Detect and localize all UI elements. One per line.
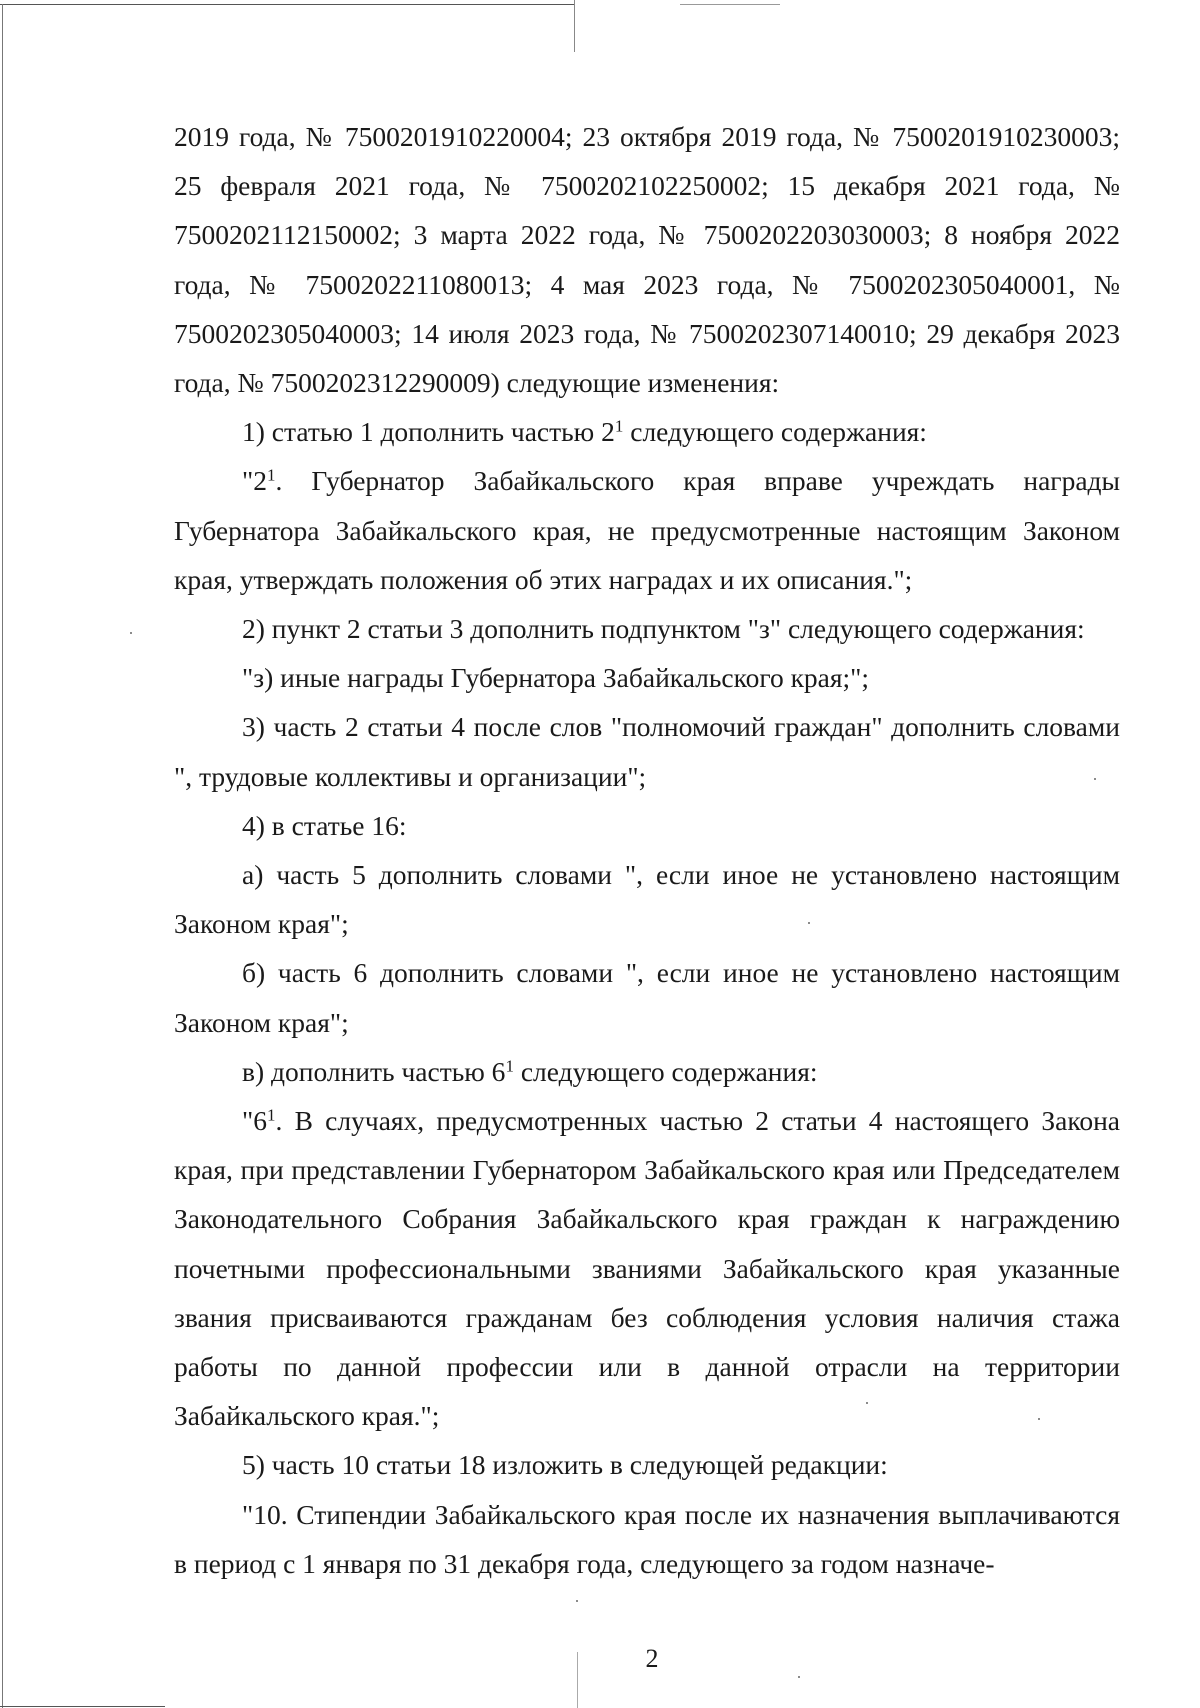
- paragraph-item-4c-content: "$6^1$. В случаях, предусмотренных частью 2 статьи 4 настоящего Закона края, при представлении Губернатором Забайкальского края или Председателем Законодательного Собрания Забайкальского края граждан к награждению почетными профессиональными званиями Забайкальского края указанные звания присваиваются гражданам без соблюдения условия наличия стажа работы по данной профессии или в данной отрасли на территории Забайкальского края.";: [174, 1105, 1120, 1432]
- superscript: 1: [266, 466, 276, 486]
- paragraph-item-5: 5) часть 10 статьи 18 изложить в следующей редакции:: [242, 1449, 888, 1481]
- scan-border-top: [0, 4, 575, 5]
- scan-dot: [130, 632, 132, 634]
- superscript: 1: [505, 1056, 514, 1076]
- paragraph-item-2: 2) пункт 2 статьи 3 дополнить подпунктом "з" следующего содержания:: [242, 613, 1085, 645]
- paragraph-item-5-content: "10. Стипендии Забайкальского края после их назначения выплачиваются в период с 1 января по 31 декабря года, следующего за годом назначе-: [174, 1498, 1120, 1579]
- page-number: 2: [645, 1644, 659, 1673]
- paragraph-item-1-content: "$2^1$. Губернатор Забайкальского края вправе учреждать награды Губернатора Забайкальского края, не предусмотренные настоящим Законом края, утверждать положения об этих наградах и их описания.";: [174, 465, 1120, 595]
- scan-border-left: [2, 4, 3, 1708]
- paragraph-item-1: 1) статью 1 дополнить частью $2^1$ следующего содержания:: [242, 416, 927, 448]
- scan-dot: [798, 1676, 800, 1678]
- scan-border-bottom: [0, 1706, 165, 1707]
- paragraph-item-4c: в) дополнить частью $6^1$ следующего содержания:: [242, 1055, 818, 1087]
- superscript: 1: [266, 1105, 276, 1125]
- paragraph-item-4: 4) в статье 16:: [242, 809, 407, 841]
- superscript: 1: [614, 416, 624, 436]
- scan-dot: [576, 1600, 578, 1602]
- paragraph-item-3: 3) часть 2 статьи 4 после слов "полномочий граждан" дополнить словами ", трудовые коллективы и организации";: [174, 711, 1120, 792]
- document-body: [174, 112, 1120, 1588]
- paragraph-item-2-content: "з) иные награды Губернатора Забайкальского края;";: [242, 662, 870, 694]
- scan-fold-top: [574, 0, 575, 52]
- paragraph-item-4a: а) часть 5 дополнить словами ", если иное не установлено настоящим Законом края";: [174, 859, 1120, 940]
- paragraph-amendments-intro: 2019 года, № 7500201910220004; 23 октября 2019 года, № 7500201910230003; 25 февраля 2021 года, № 7500202102250002; 15 декабря 2021 года, № 7500202112150002; 3 марта 2022 года, № 7500202203030003; 8 ноября 2022 года, № 7500202211080013; 4 мая 2023 года, № 7500202305040001, № 7500202305040003; 14 июля 2023 года, № 7500202307140010; 29 декабря 2023 года, № 7500202312290009) следующие изменения:: [174, 121, 1120, 399]
- paragraph-item-4b: б) часть 6 дополнить словами ", если иное не установлено настоящим Законом края";: [174, 957, 1120, 1038]
- scan-mark-top-right: [680, 4, 780, 5]
